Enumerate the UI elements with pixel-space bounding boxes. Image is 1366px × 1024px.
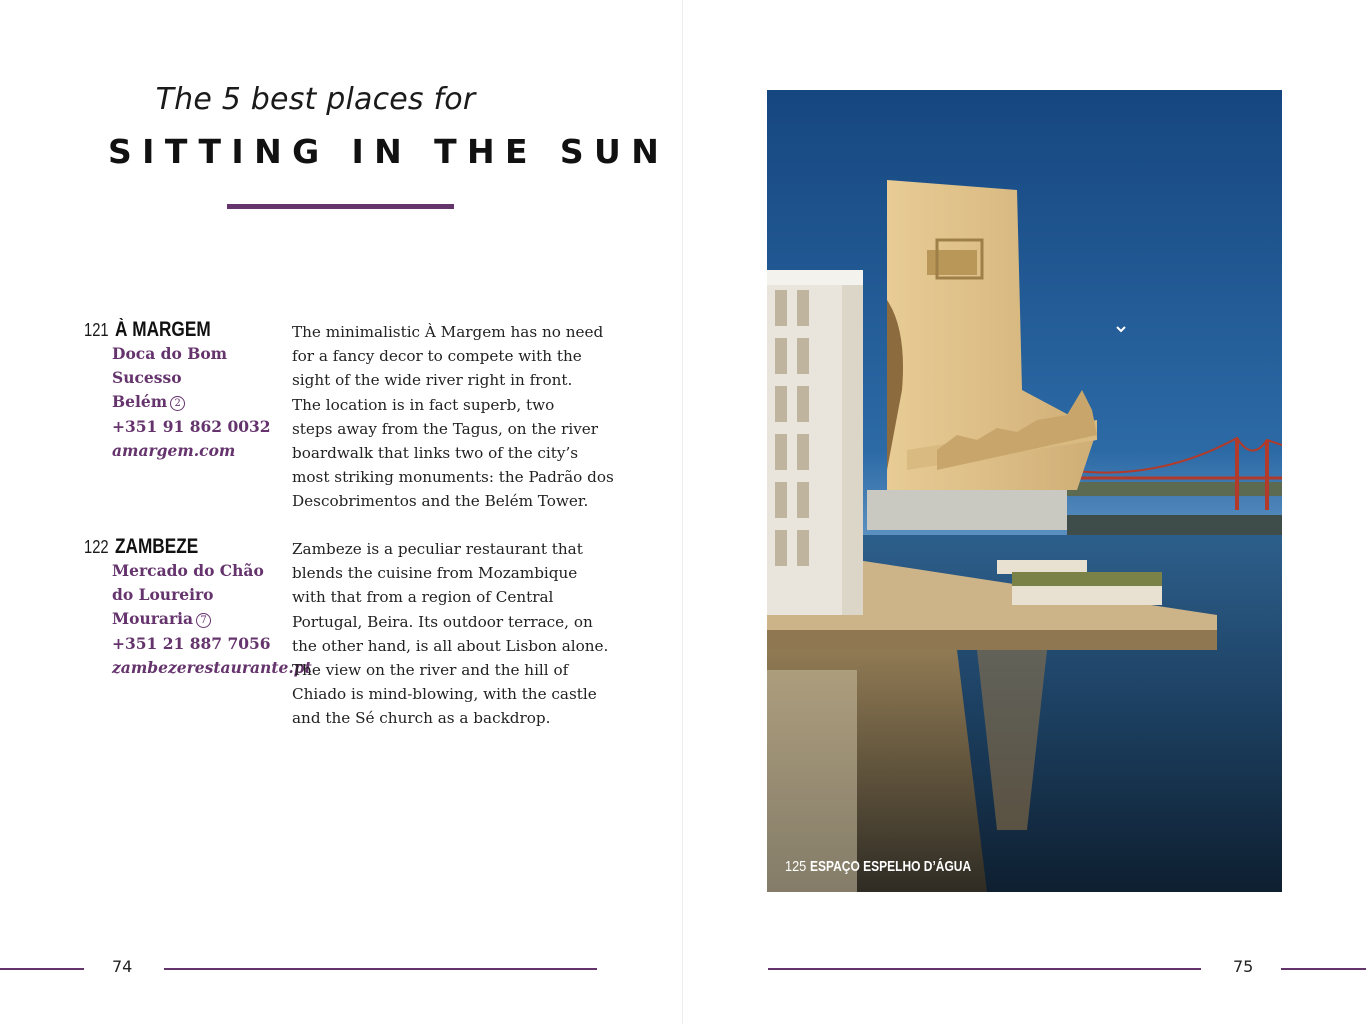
photo-illustration (767, 90, 1282, 892)
description-line: Portugal, Beira. Its outdoor terrace, on (292, 612, 593, 631)
website-link[interactable]: amargem.com (112, 440, 236, 460)
footer-rule-right (164, 968, 597, 970)
entry-address (112, 342, 292, 463)
monument-photo (767, 90, 1282, 892)
address-line: do Loureiro (112, 585, 214, 605)
district-name: Belém (112, 392, 168, 412)
entry-number: 121 (84, 320, 109, 340)
entry-heading (84, 535, 217, 559)
address-district (112, 390, 292, 414)
website-link[interactable]: zambezerestaurante.pt (112, 657, 312, 677)
entry-description (292, 320, 612, 514)
entry-name: À MARGEM (115, 318, 211, 341)
description-line: Chiado is mind-blowing, with the castle (292, 685, 597, 704)
description-line: sight of the wide river right in front. (292, 371, 573, 390)
description-line: most striking monuments: the Padrão dos (292, 468, 614, 487)
caption-name: ESPAÇO ESPELHO D’ÁGUA (810, 858, 972, 875)
description-line: Zambeze is a peculiar restaurant that (292, 540, 583, 558)
address-line: Sucesso (112, 368, 182, 388)
footer-rule-right-page-left (768, 968, 1201, 970)
phone-number: +351 91 862 0032 (112, 416, 271, 436)
footer-rule-left (0, 968, 84, 970)
area-number-badge: 2 (170, 396, 185, 411)
page-subtitle: The 5 best places for (155, 82, 476, 117)
entry-name: ZAMBEZE (115, 535, 199, 558)
address-district (112, 607, 292, 631)
phone-number: +351 21 887 7056 (112, 633, 271, 653)
page-number-right: 75 (1233, 957, 1254, 976)
entry-number: 122 (84, 537, 109, 557)
description-line: steps away from the Tagus, on the river (292, 419, 599, 438)
entry-description (292, 537, 612, 731)
description-line: The location is in fact superb, two (292, 395, 555, 414)
title-underline (227, 204, 454, 209)
description-line: boardwalk that links two of the city’s (292, 444, 579, 463)
description-line: Descobrimentos and the Belém Tower. (292, 492, 589, 511)
district-name: Mouraria (112, 609, 194, 629)
address-line: Doca do Bom (112, 344, 228, 363)
entry-heading (84, 318, 232, 342)
photo-caption (785, 858, 1012, 876)
area-number-badge: 7 (196, 613, 211, 628)
description-line: with that from a region of Central (292, 588, 554, 607)
page-title: SITTING IN THE SUN (108, 132, 670, 171)
description-line: blends the cuisine from Mozambique (292, 564, 578, 583)
address-line: Mercado do Chão (112, 561, 264, 580)
page-number-left: 74 (112, 957, 133, 976)
description-line: The minimalistic À Margem has no need (292, 323, 604, 341)
caption-number: 125 (785, 858, 807, 875)
description-line: The view on the river and the hill of (292, 661, 569, 680)
entry-address (112, 559, 312, 680)
description-line: the other hand, is all about Lisbon alone. (292, 636, 609, 655)
description-line: for a fancy decor to compete with the (292, 347, 582, 366)
description-line: and the Sé church as a backdrop. (292, 709, 551, 728)
footer-rule-right-page-right (1281, 968, 1366, 970)
